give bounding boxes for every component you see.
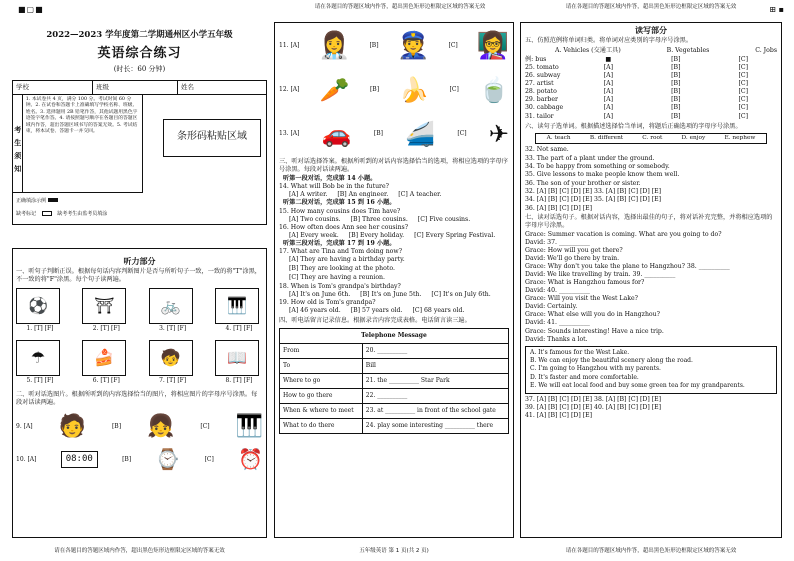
item-option[interactable]: [A]	[603, 112, 613, 120]
item-option[interactable]: [B]	[671, 104, 681, 112]
top-note-center: 请在各题目的答题区域内作答，超出黑色矩形边框限定区域的答案无效	[314, 4, 486, 10]
word-bank-item: E. nephew	[724, 134, 756, 141]
q11-option-b[interactable]: [B]	[369, 42, 379, 50]
picture-item	[149, 288, 197, 333]
picture-icon: 🎹	[215, 288, 259, 324]
dialog	[525, 231, 777, 344]
answer-option[interactable]: [A] A writer.	[289, 191, 328, 199]
q18-options	[289, 291, 509, 299]
part1-row1	[16, 288, 263, 333]
barcode-area: 条形码粘贴区域	[163, 119, 261, 157]
table-row	[280, 374, 509, 389]
item-option[interactable]: [B]	[671, 80, 681, 88]
item-word: 例: bus	[525, 56, 547, 64]
category-header: B. Vegetables	[666, 47, 710, 55]
answer-option[interactable]: [B] They are looking at the photo.	[289, 265, 395, 273]
q10-option-b[interactable]: [B]	[122, 455, 132, 463]
name-field[interactable]: 姓名	[181, 82, 194, 91]
q16-text: 16. How often does Ann see her cousins?	[279, 223, 409, 231]
girl-icon: 👧	[146, 414, 175, 440]
table-row	[280, 419, 509, 434]
listening-heading: 听力部分	[123, 256, 156, 266]
answer-option[interactable]: [C] Five cousins.	[417, 215, 471, 223]
sentence-35: 35. Give lessons to make people know them well.	[525, 171, 680, 179]
q11-option-a[interactable]: 11. [A]	[279, 42, 300, 50]
q15-options	[289, 216, 509, 224]
sentence-36: 36. The son of your brother or sister.	[525, 179, 641, 187]
column-1	[12, 22, 267, 539]
classification-row	[525, 96, 777, 104]
answer-option[interactable]: [B] An engineer.	[337, 191, 389, 199]
q9-option-c[interactable]: [C]	[200, 423, 210, 431]
exam-title: 英语综合练习	[97, 45, 182, 61]
exam-duration: (时长：60 分钟)	[113, 64, 166, 73]
item-option[interactable]: ■	[605, 56, 612, 64]
answer-row-37-38[interactable]: 37. [A] [B] [C] [D] [E] 38. [A] [B] [C] [D] [E]	[525, 395, 662, 403]
picture-item	[215, 340, 263, 385]
word-bank-item: B. different	[589, 134, 624, 141]
picture-icon: 🧒	[149, 340, 193, 376]
category-header: A. Vehicles (交通工具)	[555, 47, 621, 55]
dialog-option: E. We will eat local food and buy some green tea for my grandparents.	[530, 382, 745, 390]
dialog-line: Grace: What is Hangzhou famous for?	[525, 279, 645, 287]
sentence-32: 32. Not same.	[525, 146, 569, 154]
classification-row	[525, 72, 777, 80]
picture-item	[16, 288, 64, 333]
table-cell-label: To	[280, 359, 363, 374]
q17-text: 17. What are Tina and Tom doing now?	[279, 248, 403, 256]
picture-label[interactable]: 3. [T] [F]	[159, 324, 187, 332]
exam-header: 2022—2023 学年度第二学期通州区小学五年级	[46, 30, 233, 40]
answer-option[interactable]: [C] A teacher.	[398, 191, 442, 199]
dialog3-note: 听第三段对话，完成第 17 到 19 小题。	[283, 239, 396, 247]
item-option[interactable]: [B]	[671, 112, 681, 120]
picture-icon: 📖	[215, 340, 259, 376]
picture-icon: ☂	[16, 340, 60, 376]
item-option[interactable]: [C]	[738, 104, 749, 112]
category-header: C. Jobs	[755, 47, 777, 55]
answer-option[interactable]: [A] 46 years old.	[289, 306, 341, 314]
item-option[interactable]: [B]	[671, 96, 681, 104]
dialog-option: C. I'm going to Hangzhou with my parents.	[530, 365, 661, 373]
picture-icon: 🍰	[82, 340, 126, 376]
table-cell-value[interactable]: 24. play some interesting __________ there	[362, 419, 508, 434]
part1-row2	[16, 340, 263, 385]
picture-label[interactable]: 5. [T] [F]	[26, 377, 54, 385]
dialog-line: David: Certainly.	[525, 303, 578, 311]
item-word: 25. tomato	[525, 64, 559, 72]
q14-text: 14. What will Bob be in the future?	[279, 183, 389, 191]
picture-item	[215, 288, 263, 333]
picture-icon: ⚽	[16, 288, 60, 324]
fill-example	[16, 198, 58, 204]
part1-instructions: 一、听句子判断正误。根据每句话内容判断图片是否与所听句子一致，一致的将"T"涂黑，不一致的将"F"涂黑。每个句子读两遍。	[16, 268, 261, 284]
dialog-line: Grace: Will you visit the West Lake?	[525, 295, 638, 303]
item-word: 31. tailor	[525, 112, 554, 120]
answer-option[interactable]: [B] 57 years old.	[350, 306, 403, 314]
item-option[interactable]: [B]	[671, 88, 681, 96]
word-bank-item: D. enjoy	[681, 134, 706, 141]
dialog-line: Grace: Sounds interesting! Have a nice trip.	[525, 327, 664, 335]
answer-row-39-40[interactable]: 39. [A] [B] [C] [D] [E] 40. [A] [B] [C] [D] [E]	[525, 403, 662, 411]
boy-reading-icon: 🧑	[58, 414, 86, 440]
q10-option-c[interactable]: [C]	[204, 455, 214, 463]
q15-text: 15. How many cousins does Tim have?	[279, 207, 401, 215]
item-option[interactable]: [B]	[671, 72, 681, 80]
classification-row	[525, 88, 777, 96]
item-option[interactable]: [B]	[671, 56, 681, 64]
word-bank-item: C. root	[642, 134, 663, 141]
table-cell-value[interactable]: 22. __________	[362, 389, 508, 404]
item-word: 26. subway	[525, 72, 561, 80]
car-icon: 🚗	[321, 120, 352, 148]
fill-example-icon	[48, 198, 58, 202]
answer-option[interactable]: [C] They are having a reunion.	[289, 273, 386, 281]
item-option[interactable]: [A]	[603, 64, 613, 72]
classification-row	[525, 64, 777, 72]
table-cell-value[interactable]: 23. at __________ in front of the school gate	[362, 404, 508, 419]
item-option[interactable]: [B]	[671, 64, 681, 72]
picture-item	[82, 340, 130, 385]
answer-option[interactable]: [B] Every holiday.	[348, 232, 405, 240]
q18-text: 18. When is Tom's grandpa's birthday?	[279, 282, 401, 290]
school-field[interactable]: 学校	[13, 81, 93, 94]
answer-option[interactable]: [C] Every Spring Festival.	[414, 232, 496, 240]
answer-option[interactable]: [A] They are having a birthday party.	[289, 256, 405, 264]
q12-option-c[interactable]: [C]	[449, 86, 459, 94]
piano-player-icon: 🎹	[235, 414, 263, 440]
q13-option-c[interactable]: [C]	[457, 130, 467, 138]
answer-option[interactable]: [B] Three cousins.	[350, 215, 408, 223]
picture-icon: 🚲	[149, 288, 193, 324]
picture-label[interactable]: 1. [T] [F]	[26, 324, 54, 332]
watch-icon: ⌚	[155, 446, 181, 471]
picture-label[interactable]: 2. [T] [F]	[92, 324, 120, 332]
item-word: 28. potato	[525, 88, 557, 96]
q11-option-c[interactable]: [C]	[448, 42, 458, 50]
absent-note: 缺考考生由监考员填涂	[57, 210, 108, 217]
q16-options	[289, 232, 509, 240]
digital-clock-icon: 08:00	[61, 451, 98, 468]
tea-cup-icon: 🍵	[479, 76, 509, 104]
page-footer: 五年级英语 第 1 页(共 2 页)	[359, 548, 429, 555]
item-word: 30. cabbage	[525, 104, 564, 112]
top-note-right: 请在各题目的答题区域内作答，超出黑色矩形边框限定区域的答案无效	[565, 4, 737, 10]
part2-instructions: 二、听对话选图片。根据所听到的内容选择恰当的图片，将相应图片的字母序号涂黑。每段对话读两遍。	[16, 390, 258, 407]
answer-row-32-33[interactable]: 32. [A] [B] [C] [D] [E] 33. [A] [B] [C] [D] [E]	[525, 188, 662, 195]
picture-item	[82, 288, 130, 333]
part5-instructions: 五、仿照范例将单词归类。将单词对应类别的字母序号涂黑。	[525, 37, 693, 44]
table-row	[280, 359, 509, 374]
table-cell-label: When & where to meet	[280, 404, 363, 419]
table-cell-value[interactable]: 21. the __________ Star Park	[362, 374, 508, 389]
picture-item	[16, 340, 64, 385]
q12-option-b[interactable]: [B]	[369, 86, 380, 94]
item-option[interactable]: [A]	[603, 80, 613, 88]
dialog-line: Grace: How will you get there?	[525, 246, 623, 254]
category-headers	[555, 47, 777, 55]
classification-row	[525, 113, 777, 121]
q13-option-a[interactable]: 13. [A]	[279, 130, 300, 138]
fill-example-label: 正确填涂示例	[16, 197, 47, 204]
answer-option[interactable]: [A] Every week.	[289, 232, 339, 240]
item-option[interactable]: [A]	[603, 72, 613, 80]
classification-row	[525, 104, 777, 112]
train-icon: 🚄	[405, 120, 436, 148]
column-3	[520, 22, 782, 539]
picture-item	[149, 340, 197, 385]
class-field[interactable]: 班级	[93, 81, 178, 94]
telephone-message-table	[279, 328, 509, 434]
notices-text: 1. 本试卷共 4 页，满分 100 分。考试时间 60 分钟。2. 在试卷和答题卡上准确填写学校名称、班级、姓名。3. 选择题用 2B 铅笔作答，其他试题用黑色字迹签字笔作答。4. 请按照题号顺序在各题目的答题区域内作答，超出答题区域书写的答案无效。5. 考试结束，将本试卷、答题卡一并交回。	[25, 96, 138, 134]
dialog-options-box	[525, 346, 777, 394]
answer-row-34-35[interactable]: 34. [A] [B] [C] [D] [E] 35. [A] [B] [C] [D] [E]	[525, 196, 662, 204]
absent-mark	[16, 211, 107, 217]
dialog-option: D. It's faster and more comfortable.	[530, 373, 639, 381]
q10-option-a[interactable]: 10. [A]	[16, 455, 37, 463]
part3-instructions: 三、听对话选择答案。根据所听到的对话内容选择恰当的选项，将相应选项的字母序号涂黑。每段对话读两遍。	[279, 158, 508, 174]
q12-option-a[interactable]: 12. [A]	[279, 86, 300, 94]
item-option[interactable]: [C]	[738, 64, 749, 72]
dialog-line: David: 41. __________	[525, 319, 590, 327]
table-cell-value[interactable]: Bill	[362, 359, 508, 374]
absent-checkbox[interactable]	[42, 211, 52, 216]
bananas-icon: 🍌	[399, 76, 430, 104]
q17-options	[289, 256, 509, 282]
word-bank-item: A. teach	[546, 134, 571, 141]
dialog2-note: 听第二段对话，完成第 15 到 16 小题。	[283, 199, 396, 207]
bottom-note-right: 请在各题目的答题区域内作答，超出黑色矩形边框限定区域的答案无效	[565, 548, 737, 555]
dialog-line: Grace: Why don't you take the plane to Hangzhou? 38. __________	[525, 263, 730, 271]
q19-text: 19. How old is Tom's grandpa?	[279, 298, 376, 306]
dialog-line: David: 40. __________	[525, 287, 590, 295]
table-heading: Telephone Message	[280, 329, 509, 344]
reading-writing-heading: 读写部分	[635, 25, 667, 35]
item-option[interactable]: [C]	[738, 80, 749, 88]
sentence-33: 33. The part of a plant under the ground.	[525, 154, 655, 162]
classification-row	[525, 80, 777, 88]
dialog-line: David: 37. __________	[525, 238, 590, 246]
sentence-34: 34. To be happy from something or somebody.	[525, 162, 670, 170]
bottom-note-left: 请在各题目的答题区域内作答，超出黑色矩形边框限定区域的答案无效	[54, 548, 225, 555]
table-row	[280, 344, 509, 359]
dialog1-note: 听第一段对话，完成第 14 小题。	[283, 174, 377, 182]
item-option[interactable]: [C]	[738, 88, 749, 96]
dialog-option: B. We can enjoy the beautiful scenery along the road.	[530, 357, 693, 365]
item-option[interactable]: [C]	[738, 112, 749, 120]
table-cell-label: What to do there	[280, 419, 363, 434]
table-cell-label: From	[280, 344, 363, 359]
dialog-line: Grace: What else will you do in Hangzhou?	[525, 311, 660, 319]
answer-option[interactable]: [C] 68 years old.	[412, 306, 465, 314]
item-option[interactable]: [A]	[603, 88, 613, 96]
part7-instructions: 七、读对话选句子。根据对话内容，选择出最佳的句子，将对话补充完整，并将相应选项的字母序号涂黑。	[525, 214, 773, 230]
q19-options	[289, 307, 509, 315]
q9-option-b[interactable]: [B]	[111, 423, 122, 431]
q9-option-a[interactable]: 9. [A]	[16, 423, 33, 431]
alignment-marks: ■▢■	[18, 5, 44, 14]
picture-label[interactable]: 4. [T] [F]	[225, 324, 253, 332]
part4-instructions: 四、听电话留言记录信息。根据录音内容完成表格。电话留言读三遍。	[279, 316, 471, 324]
notices-label: 考生须知	[13, 95, 23, 192]
carrots-icon: 🥕	[319, 76, 350, 104]
word-bank	[535, 133, 767, 144]
answer-row-41[interactable]: 41. [A] [B] [C] [D] [E]	[525, 412, 593, 420]
answer-option[interactable]: [C] It's on July 6th.	[431, 290, 491, 298]
plane-icon: ✈	[488, 120, 509, 148]
item-option[interactable]: [A]	[603, 104, 613, 112]
dialog-line: David: We'll go there by train.	[525, 254, 620, 262]
item-word: 27. artist	[525, 80, 554, 88]
dialog-line: David: Thanks a lot.	[525, 335, 588, 343]
dialog-line: Grace: Summer vacation is coming. What are you going to do?	[525, 230, 722, 238]
item-option[interactable]: [C]	[738, 56, 749, 64]
table-row	[280, 404, 509, 419]
table-cell-value[interactable]: 20. __________	[362, 344, 508, 359]
q13-option-b[interactable]: [B]	[373, 130, 383, 138]
right-marks-icon: ⊞ ▪	[769, 5, 784, 14]
table-row	[280, 389, 509, 404]
police-icon: 👮	[397, 30, 430, 61]
picture-label[interactable]: 6. [T] [F]	[92, 377, 120, 385]
dialog-option: A. It's famous for the West Lake.	[530, 348, 630, 356]
teacher-icon: 👩‍🏫	[476, 30, 509, 61]
student-info-box	[12, 80, 267, 225]
picture-label[interactable]: 8. [T] [F]	[225, 377, 253, 385]
item-option[interactable]: [C]	[738, 96, 749, 104]
table-cell-label: Where to go	[280, 374, 363, 389]
classification-row	[525, 56, 777, 64]
item-option[interactable]: [C]	[738, 72, 749, 80]
item-option[interactable]: [A]	[603, 96, 613, 104]
picture-label[interactable]: 7. [T] [F]	[159, 377, 187, 385]
exam-notices	[13, 95, 143, 193]
absent-mark-label: 缺考标记	[16, 210, 37, 217]
column-2	[274, 22, 514, 539]
alarm-clock-icon: ⏰	[238, 446, 263, 471]
dialog-line: David: We like travelling by train. 39. __________	[525, 271, 676, 279]
classification-items	[525, 56, 777, 121]
answer-row-36[interactable]: 36. [A] [B] [C] [D] [E]	[525, 204, 593, 212]
answer-option[interactable]: [B] It's on June 5th.	[360, 290, 422, 298]
answer-option[interactable]: [A] Two cousins.	[289, 215, 341, 223]
nurse-icon: 👩‍⚕️	[318, 30, 351, 61]
table-cell-label: How to go there	[280, 389, 363, 404]
picture-icon: ⛩	[82, 288, 126, 324]
part6-instructions: 六、读句子选单词。根据描述选择恰当单词，将题后正确选项的字母序号涂黑。	[525, 122, 742, 130]
answer-option[interactable]: [A] It's on June 6th.	[289, 290, 351, 298]
item-word: 29. barber	[525, 96, 558, 104]
